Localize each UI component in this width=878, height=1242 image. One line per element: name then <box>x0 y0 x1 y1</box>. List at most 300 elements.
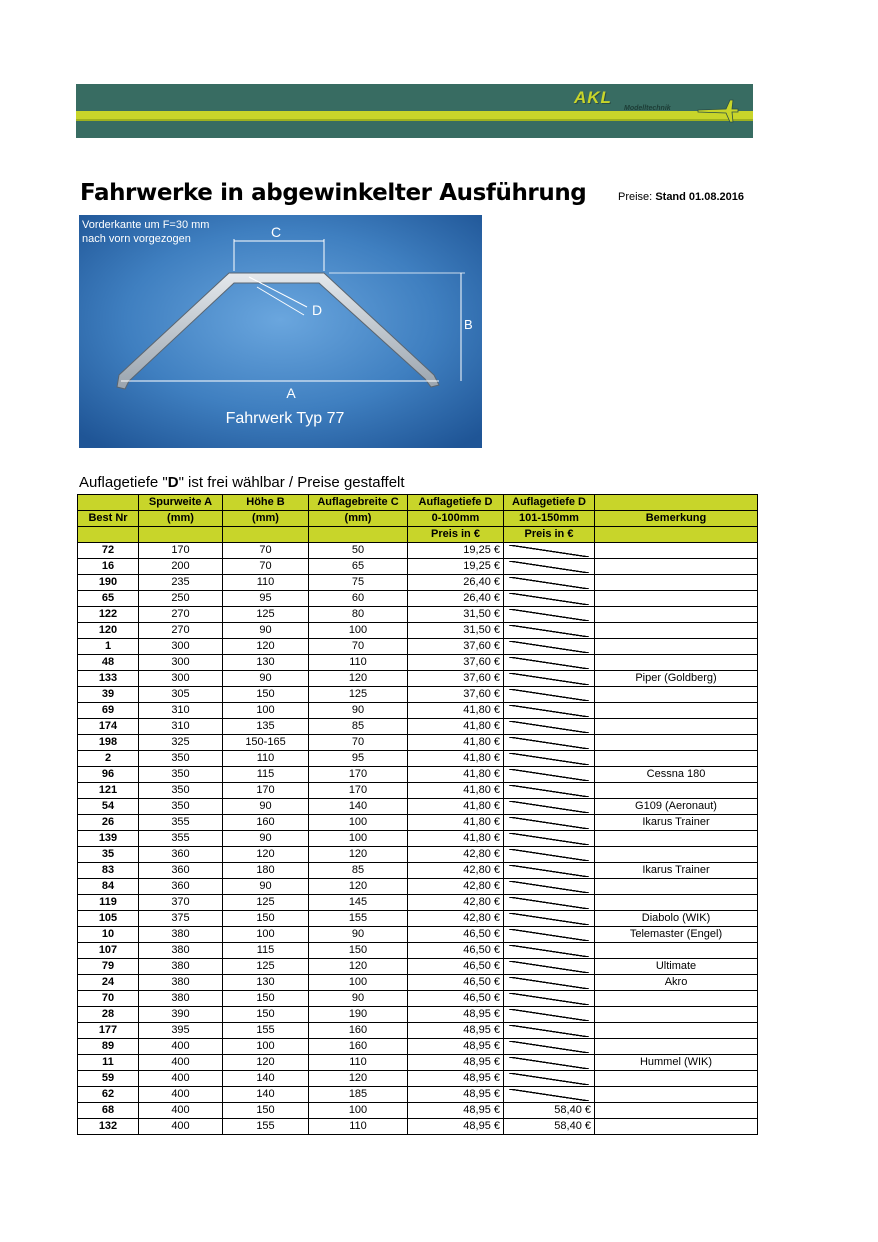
cell-price-101-150 <box>504 607 595 623</box>
cell-best-nr: 133 <box>78 671 139 687</box>
cell-price-101-150 <box>504 1007 595 1023</box>
cell-spurweite: 310 <box>139 703 223 719</box>
cell-auflagebreite: 85 <box>309 719 408 735</box>
table-row <box>78 1119 758 1135</box>
cell-spurweite: 355 <box>139 831 223 847</box>
cell-hoehe: 150 <box>223 1007 309 1023</box>
cell-price-0-100: 37,60 € <box>408 671 504 687</box>
figure-note-line1: Vorderkante um F=30 mm <box>82 219 210 231</box>
cell-hoehe: 150 <box>223 1103 309 1119</box>
cell-best-nr: 59 <box>78 1071 139 1087</box>
table-row <box>78 1007 758 1023</box>
cell-best-nr: 105 <box>78 911 139 927</box>
cell-price-0-100: 46,50 € <box>408 975 504 991</box>
cell-spurweite: 395 <box>139 1023 223 1039</box>
cell-bemerkung: Cessna 180 <box>595 767 758 783</box>
cell-bemerkung <box>595 591 758 607</box>
cell-price-101-150 <box>504 1055 595 1071</box>
cell-price-101-150 <box>504 927 595 943</box>
company-logo-text: AKL <box>574 88 612 107</box>
table-subtitle <box>79 474 405 491</box>
cell-price-0-100: 48,95 € <box>408 1103 504 1119</box>
cell-bemerkung <box>595 735 758 751</box>
cell-price-101-150 <box>504 767 595 783</box>
header-spurweite-unit: (mm) <box>139 511 223 527</box>
header-spurweite: Spurweite A <box>139 495 223 511</box>
table-row <box>78 879 758 895</box>
cell-price-101-150 <box>504 991 595 1007</box>
cell-price-0-100: 37,60 € <box>408 687 504 703</box>
cell-price-0-100: 19,25 € <box>408 543 504 559</box>
cell-price-101-150 <box>504 1071 595 1087</box>
cell-price-0-100: 41,80 € <box>408 799 504 815</box>
cell-hoehe: 150 <box>223 991 309 1007</box>
price-date-label: Preise: <box>618 191 653 203</box>
cell-hoehe: 90 <box>223 799 309 815</box>
banner-stripe-shadow <box>76 119 753 121</box>
cell-price-0-100: 41,80 € <box>408 719 504 735</box>
cell-auflagebreite: 160 <box>309 1023 408 1039</box>
header-row-3 <box>78 527 758 543</box>
cell-hoehe: 115 <box>223 767 309 783</box>
table-row <box>78 815 758 831</box>
cell-spurweite: 355 <box>139 815 223 831</box>
cell-best-nr: 26 <box>78 815 139 831</box>
table-row <box>78 607 758 623</box>
cell-price-0-100: 42,80 € <box>408 847 504 863</box>
table-row <box>78 975 758 991</box>
cell-best-nr: 68 <box>78 1103 139 1119</box>
header-banner <box>76 84 753 138</box>
figure-note-line2: nach vorn vorgezogen <box>82 233 191 245</box>
cell-price-101-150 <box>504 671 595 687</box>
table-row <box>78 639 758 655</box>
cell-best-nr: 139 <box>78 831 139 847</box>
cell-hoehe: 155 <box>223 1119 309 1135</box>
cell-best-nr: 174 <box>78 719 139 735</box>
cell-hoehe: 170 <box>223 783 309 799</box>
cell-hoehe: 115 <box>223 943 309 959</box>
cell-bemerkung <box>595 1087 758 1103</box>
cell-price-0-100: 48,95 € <box>408 1023 504 1039</box>
cell-price-101-150 <box>504 1087 595 1103</box>
cell-best-nr: 132 <box>78 1119 139 1135</box>
cell-best-nr: 177 <box>78 1023 139 1039</box>
cell-price-0-100: 42,80 € <box>408 863 504 879</box>
table-row <box>78 895 758 911</box>
cell-price-101-150: 58,40 € <box>504 1119 595 1135</box>
table-row <box>78 1055 758 1071</box>
cell-bemerkung: Piper (Goldberg) <box>595 671 758 687</box>
cell-price-0-100: 26,40 € <box>408 591 504 607</box>
cell-hoehe: 125 <box>223 895 309 911</box>
cell-best-nr: 1 <box>78 639 139 655</box>
cell-price-101-150 <box>504 735 595 751</box>
cell-auflagebreite: 185 <box>309 1087 408 1103</box>
cell-hoehe: 90 <box>223 879 309 895</box>
header-cell <box>139 527 223 543</box>
banner-stripe <box>76 111 753 119</box>
cell-bemerkung <box>595 783 758 799</box>
page-title: Fahrwerke in abgewinkelter Ausführung <box>80 180 587 206</box>
dimension-d-label: D <box>312 302 323 318</box>
cell-best-nr: 69 <box>78 703 139 719</box>
price-date <box>618 191 744 203</box>
header-cell <box>595 495 758 511</box>
cell-auflagebreite: 95 <box>309 751 408 767</box>
cell-hoehe: 70 <box>223 559 309 575</box>
company-logo-subtext: Modelltechnik <box>624 105 671 112</box>
cell-best-nr: 190 <box>78 575 139 591</box>
cell-spurweite: 350 <box>139 767 223 783</box>
subtitle-pre: Auflagetiefe " <box>79 474 168 491</box>
header-hoehe: Höhe B <box>223 495 309 511</box>
cell-price-101-150 <box>504 687 595 703</box>
table-row <box>78 1103 758 1119</box>
cell-best-nr: 48 <box>78 655 139 671</box>
cell-auflagebreite: 120 <box>309 847 408 863</box>
cell-bemerkung: Diabolo (WIK) <box>595 911 758 927</box>
cell-hoehe: 70 <box>223 543 309 559</box>
dimension-a-label: A <box>286 385 296 401</box>
cell-price-101-150 <box>504 623 595 639</box>
cell-price-101-150: 58,40 € <box>504 1103 595 1119</box>
cell-spurweite: 300 <box>139 639 223 655</box>
cell-auflagebreite: 80 <box>309 607 408 623</box>
cell-bemerkung <box>595 623 758 639</box>
cell-price-0-100: 19,25 € <box>408 559 504 575</box>
cell-bemerkung <box>595 831 758 847</box>
cell-price-101-150 <box>504 831 595 847</box>
dimension-b-label: B <box>464 317 473 332</box>
cell-auflagebreite: 120 <box>309 1071 408 1087</box>
cell-spurweite: 400 <box>139 1071 223 1087</box>
cell-price-0-100: 46,50 € <box>408 927 504 943</box>
cell-auflagebreite: 120 <box>309 879 408 895</box>
cell-best-nr: 35 <box>78 847 139 863</box>
table-row <box>78 751 758 767</box>
cell-price-101-150 <box>504 879 595 895</box>
header-tiefe1: Auflagetiefe D <box>408 495 504 511</box>
table-row <box>78 1039 758 1055</box>
cell-price-0-100: 41,80 € <box>408 735 504 751</box>
cell-hoehe: 110 <box>223 575 309 591</box>
header-cell <box>595 527 758 543</box>
cell-best-nr: 72 <box>78 543 139 559</box>
cell-bemerkung <box>595 1039 758 1055</box>
cell-hoehe: 90 <box>223 623 309 639</box>
cell-hoehe: 150 <box>223 911 309 927</box>
header-tiefe1-price: Preis in € <box>408 527 504 543</box>
table-row <box>78 671 758 687</box>
cell-bemerkung <box>595 559 758 575</box>
cell-price-0-100: 31,50 € <box>408 623 504 639</box>
landing-gear-diagram <box>79 215 482 448</box>
header-row-1 <box>78 495 758 511</box>
cell-best-nr: 2 <box>78 751 139 767</box>
cell-spurweite: 310 <box>139 719 223 735</box>
table-row <box>78 543 758 559</box>
cell-spurweite: 380 <box>139 943 223 959</box>
cell-price-101-150 <box>504 911 595 927</box>
cell-best-nr: 70 <box>78 991 139 1007</box>
cell-auflagebreite: 70 <box>309 639 408 655</box>
cell-auflagebreite: 50 <box>309 543 408 559</box>
cell-price-101-150 <box>504 751 595 767</box>
table-row <box>78 719 758 735</box>
airplane-logo-icon <box>696 96 740 126</box>
price-table-body <box>78 543 758 1135</box>
cell-bemerkung <box>595 1023 758 1039</box>
cell-price-0-100: 46,50 € <box>408 959 504 975</box>
cell-bemerkung: Telemaster (Engel) <box>595 927 758 943</box>
cell-spurweite: 400 <box>139 1039 223 1055</box>
header-auflagebreite: Auflagebreite C <box>309 495 408 511</box>
cell-hoehe: 120 <box>223 1055 309 1071</box>
cell-hoehe: 130 <box>223 975 309 991</box>
cell-hoehe: 90 <box>223 671 309 687</box>
cell-hoehe: 150 <box>223 687 309 703</box>
cell-spurweite: 380 <box>139 991 223 1007</box>
cell-price-0-100: 46,50 € <box>408 943 504 959</box>
cell-best-nr: 122 <box>78 607 139 623</box>
cell-price-0-100: 37,60 € <box>408 639 504 655</box>
table-row <box>78 655 758 671</box>
cell-price-101-150 <box>504 655 595 671</box>
cell-best-nr: 10 <box>78 927 139 943</box>
table-row <box>78 575 758 591</box>
cell-bemerkung <box>595 847 758 863</box>
cell-auflagebreite: 100 <box>309 623 408 639</box>
cell-bemerkung <box>595 751 758 767</box>
cell-hoehe: 100 <box>223 1039 309 1055</box>
header-tiefe2-price: Preis in € <box>504 527 595 543</box>
cell-price-101-150 <box>504 847 595 863</box>
cell-best-nr: 28 <box>78 1007 139 1023</box>
cell-auflagebreite: 65 <box>309 559 408 575</box>
cell-best-nr: 198 <box>78 735 139 751</box>
cell-spurweite: 350 <box>139 799 223 815</box>
header-bemerkung: Bemerkung <box>595 511 758 527</box>
cell-best-nr: 79 <box>78 959 139 975</box>
cell-bemerkung <box>595 1071 758 1087</box>
cell-auflagebreite: 100 <box>309 1103 408 1119</box>
price-table <box>77 494 758 1135</box>
table-row <box>78 927 758 943</box>
cell-bemerkung <box>595 879 758 895</box>
cell-auflagebreite: 150 <box>309 943 408 959</box>
cell-best-nr: 65 <box>78 591 139 607</box>
cell-best-nr: 121 <box>78 783 139 799</box>
cell-auflagebreite: 90 <box>309 703 408 719</box>
cell-auflagebreite: 60 <box>309 591 408 607</box>
cell-price-101-150 <box>504 591 595 607</box>
header-tiefe1-range: 0-100mm <box>408 511 504 527</box>
cell-price-101-150 <box>504 863 595 879</box>
cell-best-nr: 120 <box>78 623 139 639</box>
cell-spurweite: 325 <box>139 735 223 751</box>
header-auflagebreite-unit: (mm) <box>309 511 408 527</box>
table-row <box>78 799 758 815</box>
figure-caption: Fahrwerk Typ 77 <box>225 410 345 427</box>
cell-auflagebreite: 140 <box>309 799 408 815</box>
cell-best-nr: 89 <box>78 1039 139 1055</box>
subtitle-bold: D <box>167 474 179 491</box>
cell-spurweite: 305 <box>139 687 223 703</box>
cell-auflagebreite: 85 <box>309 863 408 879</box>
cell-bemerkung: Ikarus Trainer <box>595 863 758 879</box>
cell-hoehe: 135 <box>223 719 309 735</box>
header-cell <box>223 527 309 543</box>
table-row <box>78 687 758 703</box>
cell-best-nr: 24 <box>78 975 139 991</box>
cell-price-0-100: 46,50 € <box>408 991 504 1007</box>
cell-best-nr: 119 <box>78 895 139 911</box>
cell-auflagebreite: 70 <box>309 735 408 751</box>
cell-spurweite: 235 <box>139 575 223 591</box>
cell-price-0-100: 42,80 € <box>408 879 504 895</box>
cell-bemerkung <box>595 1103 758 1119</box>
cell-auflagebreite: 170 <box>309 767 408 783</box>
header-tiefe2: Auflagetiefe D <box>504 495 595 511</box>
cell-hoehe: 120 <box>223 639 309 655</box>
header-tiefe2-range: 101-150mm <box>504 511 595 527</box>
cell-hoehe: 180 <box>223 863 309 879</box>
cell-auflagebreite: 75 <box>309 575 408 591</box>
cell-bemerkung <box>595 943 758 959</box>
cell-bemerkung: Ultimate <box>595 959 758 975</box>
cell-price-0-100: 41,80 € <box>408 767 504 783</box>
cell-spurweite: 400 <box>139 1087 223 1103</box>
price-date-value: Stand 01.08.2016 <box>655 191 744 203</box>
cell-spurweite: 400 <box>139 1055 223 1071</box>
cell-bemerkung <box>595 639 758 655</box>
cell-price-101-150 <box>504 1039 595 1055</box>
cell-price-0-100: 41,80 € <box>408 703 504 719</box>
cell-price-0-100: 31,50 € <box>408 607 504 623</box>
cell-auflagebreite: 190 <box>309 1007 408 1023</box>
cell-hoehe: 125 <box>223 607 309 623</box>
cell-spurweite: 360 <box>139 863 223 879</box>
cell-spurweite: 270 <box>139 607 223 623</box>
table-row <box>78 1023 758 1039</box>
cell-price-0-100: 42,80 € <box>408 911 504 927</box>
cell-hoehe: 100 <box>223 927 309 943</box>
header-hoehe-unit: (mm) <box>223 511 309 527</box>
cell-best-nr: 83 <box>78 863 139 879</box>
cell-price-0-100: 37,60 € <box>408 655 504 671</box>
cell-hoehe: 110 <box>223 751 309 767</box>
cell-hoehe: 90 <box>223 831 309 847</box>
cell-price-0-100: 48,95 € <box>408 1039 504 1055</box>
cell-best-nr: 84 <box>78 879 139 895</box>
cell-spurweite: 200 <box>139 559 223 575</box>
cell-bemerkung <box>595 1007 758 1023</box>
cell-spurweite: 400 <box>139 1103 223 1119</box>
cell-bemerkung <box>595 543 758 559</box>
cell-spurweite: 270 <box>139 623 223 639</box>
subtitle-post: " ist frei wählbar / Preise gestaffelt <box>178 474 405 491</box>
cell-best-nr: 16 <box>78 559 139 575</box>
table-row <box>78 623 758 639</box>
cell-price-101-150 <box>504 575 595 591</box>
cell-best-nr: 39 <box>78 687 139 703</box>
table-row <box>78 991 758 1007</box>
cell-auflagebreite: 90 <box>309 927 408 943</box>
cell-price-0-100: 48,95 € <box>408 1007 504 1023</box>
cell-price-101-150 <box>504 895 595 911</box>
cell-price-0-100: 41,80 € <box>408 751 504 767</box>
cell-bemerkung <box>595 687 758 703</box>
cell-spurweite: 380 <box>139 975 223 991</box>
cell-spurweite: 360 <box>139 847 223 863</box>
cell-price-101-150 <box>504 783 595 799</box>
cell-hoehe: 95 <box>223 591 309 607</box>
cell-auflagebreite: 160 <box>309 1039 408 1055</box>
cell-price-101-150 <box>504 943 595 959</box>
cell-bemerkung <box>595 719 758 735</box>
cell-price-101-150 <box>504 1023 595 1039</box>
cell-price-101-150 <box>504 639 595 655</box>
cell-hoehe: 140 <box>223 1087 309 1103</box>
cell-price-101-150 <box>504 815 595 831</box>
header-cell <box>78 527 139 543</box>
table-row <box>78 703 758 719</box>
cell-spurweite: 380 <box>139 927 223 943</box>
cell-best-nr: 62 <box>78 1087 139 1103</box>
cell-auflagebreite: 90 <box>309 991 408 1007</box>
cell-auflagebreite: 100 <box>309 815 408 831</box>
table-row <box>78 863 758 879</box>
cell-auflagebreite: 110 <box>309 1055 408 1071</box>
cell-hoehe: 125 <box>223 959 309 975</box>
cell-spurweite: 300 <box>139 655 223 671</box>
table-row <box>78 943 758 959</box>
cell-spurweite: 375 <box>139 911 223 927</box>
cell-price-0-100: 48,95 € <box>408 1055 504 1071</box>
header-row-2 <box>78 511 758 527</box>
table-row <box>78 591 758 607</box>
table-row <box>78 847 758 863</box>
cell-bemerkung: Ikarus Trainer <box>595 815 758 831</box>
cell-bemerkung <box>595 1119 758 1135</box>
cell-bemerkung: G109 (Aeronaut) <box>595 799 758 815</box>
cell-price-101-150 <box>504 543 595 559</box>
cell-bemerkung <box>595 895 758 911</box>
cell-auflagebreite: 125 <box>309 687 408 703</box>
table-row <box>78 1087 758 1103</box>
cell-spurweite: 400 <box>139 1119 223 1135</box>
header-best-nr: Best Nr <box>78 511 139 527</box>
cell-auflagebreite: 170 <box>309 783 408 799</box>
table-row <box>78 767 758 783</box>
cell-hoehe: 160 <box>223 815 309 831</box>
cell-bemerkung <box>595 703 758 719</box>
cell-spurweite: 360 <box>139 879 223 895</box>
cell-bemerkung: Hummel (WIK) <box>595 1055 758 1071</box>
cell-best-nr: 11 <box>78 1055 139 1071</box>
cell-price-0-100: 48,95 € <box>408 1119 504 1135</box>
cell-price-101-150 <box>504 559 595 575</box>
cell-price-101-150 <box>504 975 595 991</box>
cell-spurweite: 300 <box>139 671 223 687</box>
cell-price-101-150 <box>504 719 595 735</box>
header-cell <box>309 527 408 543</box>
cell-spurweite: 370 <box>139 895 223 911</box>
table-row <box>78 959 758 975</box>
dimension-c-label: C <box>270 224 282 240</box>
cell-spurweite: 250 <box>139 591 223 607</box>
